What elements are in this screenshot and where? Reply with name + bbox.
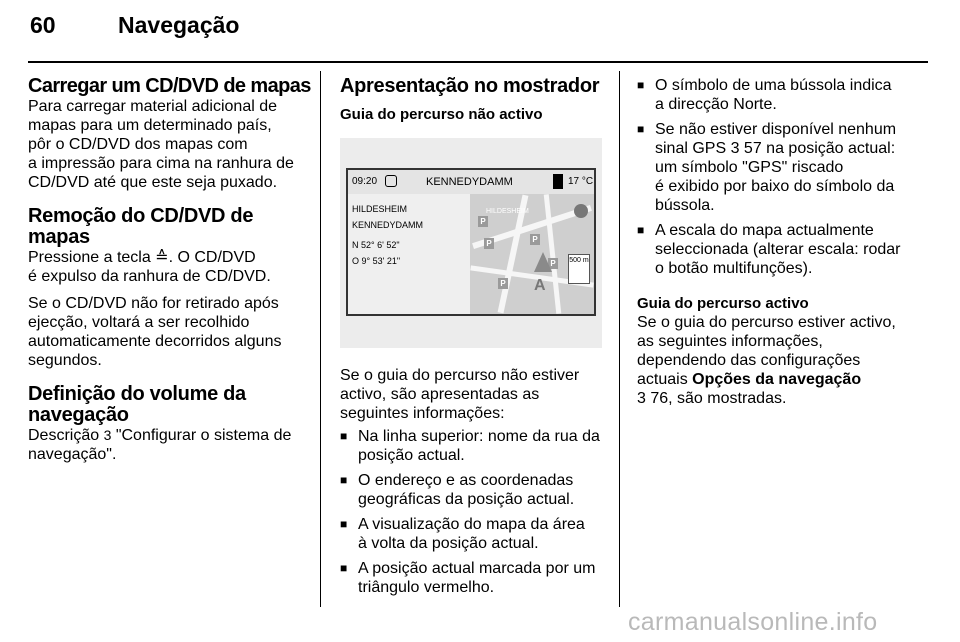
page-title: Navegação — [118, 12, 240, 38]
display-map — [470, 194, 594, 314]
section-title-volume — [28, 384, 312, 426]
text-line: ■ Se não estiver disponível nenhum — [655, 121, 897, 138]
map-scale: 500 m — [568, 254, 590, 284]
paragraph-remove-2 — [28, 294, 312, 370]
list-item — [340, 559, 612, 597]
parking-icon: P — [530, 234, 540, 245]
display-street: KENNEDYDAMM — [426, 176, 513, 188]
compass-icon — [385, 175, 397, 187]
text-line: Se o guia do percurso não estiver — [340, 367, 580, 384]
text-line: ■ A posição actual marcada por um — [358, 560, 596, 577]
text-line: Se o guia do percurso estiver activo, — [637, 314, 896, 331]
title-line: mapas — [28, 226, 90, 248]
text-line: seleccionada (alterar escala: rodar — [655, 241, 901, 258]
map-compass-icon — [574, 204, 588, 218]
map-city-label: HILDESHEIM — [486, 208, 529, 215]
text-line — [28, 426, 312, 445]
text-line: activo, são apresentadas as — [340, 386, 540, 403]
subsection-title-active: Guia do percurso activo — [637, 295, 809, 312]
text-line: posição actual. — [358, 447, 465, 464]
column-3 — [637, 76, 917, 408]
title-line: navegação — [28, 404, 129, 426]
text-line: navegação". — [28, 446, 117, 463]
text-line: 3 76, são mostradas. — [637, 390, 787, 407]
text-line: ejecção, voltará a ser recolhido — [28, 314, 250, 331]
reference-arrow-icon: 3 — [103, 427, 112, 443]
paragraph-remove-1 — [28, 248, 312, 286]
thermometer-icon — [553, 174, 563, 189]
display-time: 09:20 — [352, 176, 378, 187]
bullet-list-info — [637, 76, 917, 278]
paragraph-volume — [28, 426, 312, 464]
paragraph-load-map — [28, 97, 312, 192]
text-line: Para carregar material adicional de — [28, 98, 278, 115]
text-line: ■ Na linha superior: nome da rua da — [358, 428, 600, 445]
text-line: ■ A escala do mapa actualmente — [655, 222, 874, 239]
list-item — [340, 471, 612, 509]
column-2 — [340, 76, 612, 603]
parking-icon: P — [548, 258, 558, 269]
text-line: ■ O símbolo de uma bússola indica — [655, 77, 892, 94]
text-fragment: Descrição — [28, 427, 104, 444]
text-line: geográficas da posição actual. — [358, 491, 575, 508]
column-divider-2 — [619, 71, 620, 607]
display-top-bar — [348, 170, 594, 195]
text-fragment: actuais — [637, 371, 693, 388]
title-line: Definição do volume da — [28, 383, 246, 405]
parking-icon: P — [498, 278, 508, 289]
display-screen — [346, 168, 596, 316]
info-street: KENNEDYDAMM — [352, 220, 424, 230]
text-line: segundos. — [28, 352, 102, 369]
text-line: ■ O endereço e as coordenadas — [358, 472, 574, 489]
section-title-load-map: Carregar um CD/DVD de mapas — [28, 75, 311, 97]
map-area-label: A — [534, 277, 546, 294]
text-line — [637, 370, 917, 389]
text-line: Se o CD/DVD não for retirado após — [28, 295, 279, 312]
text-line: triângulo vermelho. — [358, 579, 495, 596]
text-line: bússola. — [655, 197, 715, 214]
paragraph-intro — [340, 366, 612, 423]
text-line: a impressão para cima na ranhura de — [28, 155, 294, 172]
menu-reference: Opções da navegação — [692, 371, 862, 388]
subsection-title-inactive: Guia do percurso não activo — [340, 106, 543, 123]
column-divider-1 — [320, 71, 321, 607]
display-temperature: 17 °C — [568, 176, 594, 187]
text-line: automaticamente decorridos alguns — [28, 333, 282, 350]
text-line: um símbolo "GPS" riscado — [655, 159, 844, 176]
text-line: à volta da posição actual. — [358, 535, 539, 552]
section-title-display: Apresentação no mostrador — [340, 75, 600, 97]
watermark: carmanualsonline.info — [628, 608, 878, 636]
text-line: dependendo das configurações — [637, 352, 861, 369]
text-line: pôr o CD/DVD dos mapas com — [28, 136, 248, 153]
position-triangle-icon — [534, 252, 552, 272]
navigation-display-figure — [340, 138, 602, 348]
paragraph-active — [637, 313, 917, 408]
parking-icon: P — [478, 216, 488, 227]
parking-icon: P — [484, 238, 494, 249]
text-line: é exibido por baixo do símbolo da — [655, 178, 895, 195]
info-longitude: O 9° 53' 21" — [352, 256, 401, 266]
header-rule — [28, 61, 928, 63]
list-item — [637, 76, 917, 114]
text-line: as seguintes informações, — [637, 333, 823, 350]
text-line: é expulso da ranhura de CD/DVD. — [28, 268, 271, 285]
list-item — [340, 515, 612, 553]
info-city: HILDESHEIM — [352, 204, 408, 214]
text-line: o botão multifunções). — [655, 260, 813, 277]
title-line: Remoção do CD/DVD de — [28, 205, 254, 227]
text-line: mapas para um determinado país, — [28, 117, 272, 134]
section-title-remove — [28, 206, 312, 248]
text-line: ■ A visualização do mapa da área — [358, 516, 585, 533]
text-line: Pressione a tecla ≙. O CD/DVD — [28, 249, 256, 266]
column-1 — [28, 76, 312, 464]
info-latitude: N 52° 6' 52" — [352, 240, 400, 250]
display-info-panel — [348, 194, 470, 314]
text-line: a direcção Norte. — [655, 96, 777, 113]
text-line: CD/DVD até que este seja puxado. — [28, 174, 278, 191]
list-item — [637, 120, 917, 215]
text-line: sinal GPS 3 57 na posição actual: — [655, 140, 896, 157]
bullet-list-display — [340, 427, 612, 597]
list-item — [637, 221, 917, 278]
list-item — [340, 427, 612, 465]
text-line: seguintes informações: — [340, 405, 505, 422]
page-number: 60 — [30, 12, 56, 38]
text-fragment: "Configurar o sistema de — [111, 427, 292, 444]
